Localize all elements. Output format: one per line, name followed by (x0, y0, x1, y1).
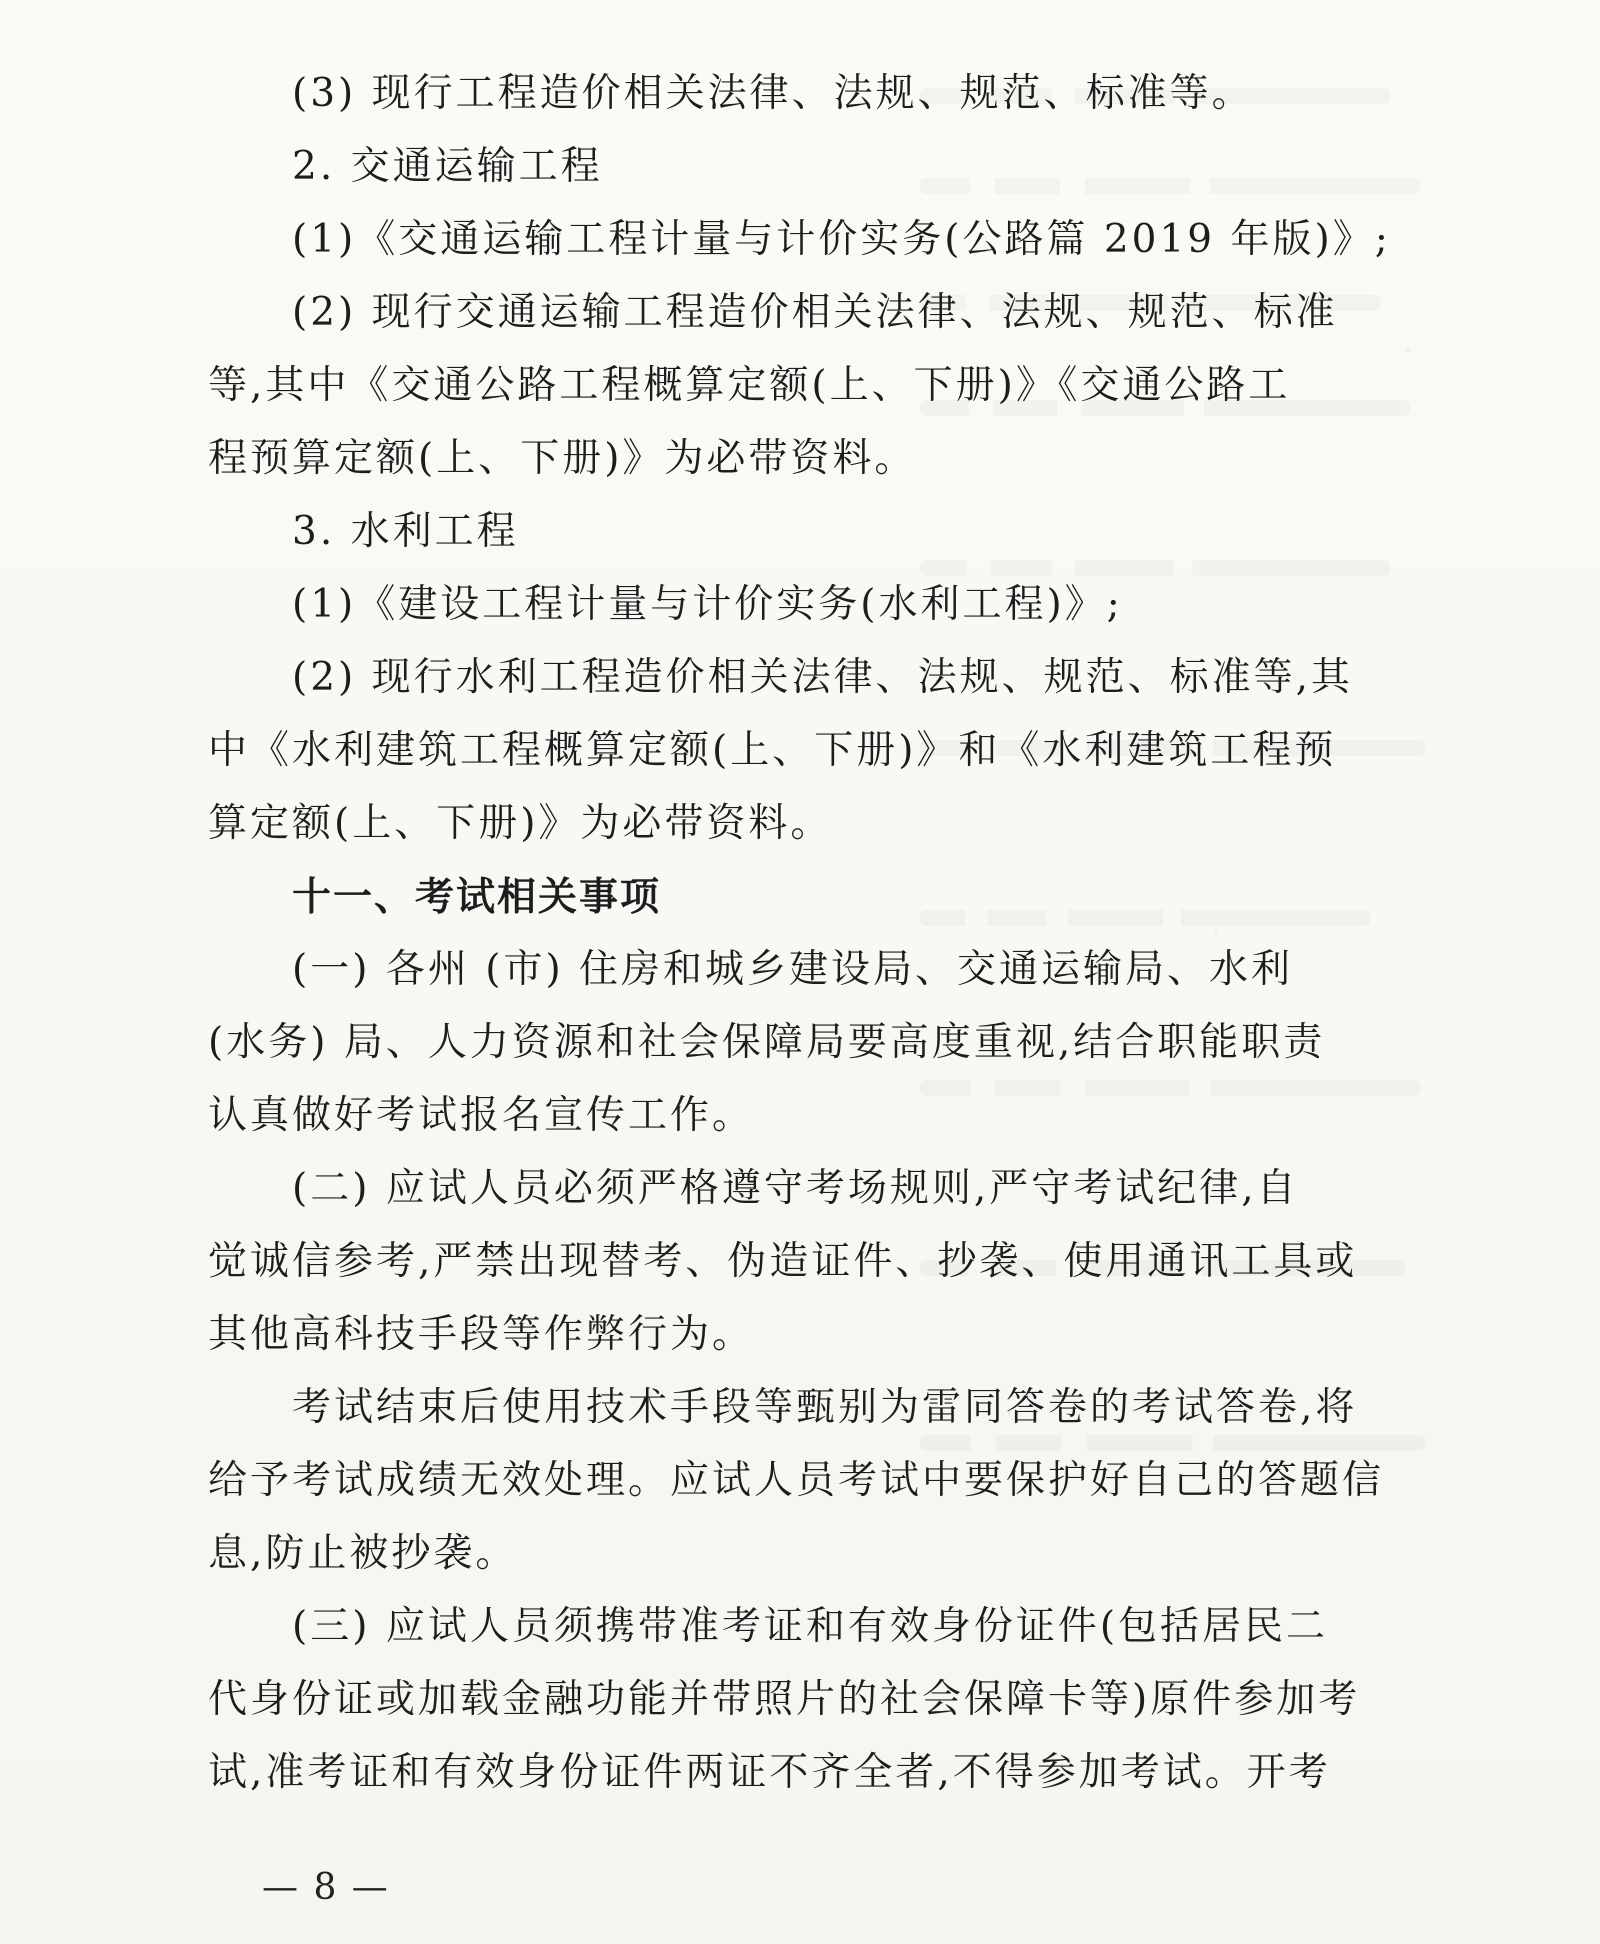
body-line-20: 给予考试成绩无效处理。应试人员考试中要保护好自己的答题信 (208, 1458, 1385, 1503)
body-line-22: (三) 应试人员须携带准考证和有效身份证件(包括居民二 (292, 1604, 1329, 1649)
body-line-9: (2) 现行水利工程造价相关法律、法规、规范、标准等,其 (292, 655, 1354, 700)
section-heading-transport: 2. 交通运输工程 (292, 144, 603, 189)
body-line-23: 代身份证或加载金融功能并带照片的社会保障卡等)原件参加考 (208, 1677, 1361, 1722)
body-line-13: (一) 各州 (市) 住房和城乡建设局、交通运输局、水利 (292, 947, 1294, 992)
body-line-8: (1)《建设工程计量与计价实务(水利工程)》; (292, 582, 1123, 627)
body-line-17: 觉诚信参考,严禁出现替考、伪造证件、抄袭、使用通讯工具或 (208, 1239, 1358, 1284)
body-line-14: (水务) 局、人力资源和社会保障局要高度重视,结合职能职责 (208, 1020, 1326, 1065)
page-number-footer: — 8 — (262, 1867, 390, 1908)
body-line-1: (3) 现行工程造价相关法律、法规、规范、标准等。 (292, 71, 1254, 116)
body-line-10: 中《水利建筑工程概算定额(上、下册)》和《水利建筑工程预 (208, 728, 1337, 773)
section-heading-eleven: 十一、考试相关事项 (292, 874, 662, 920)
body-line-19: 考试结束后使用技术手段等甄别为雷同答卷的考试答卷,将 (292, 1385, 1358, 1430)
body-line-3: (1)《交通运输工程计量与计价实务(公路篇 2019 年版)》; (292, 217, 1391, 262)
body-line-11: 算定额(上、下册)》为必带资料。 (208, 801, 833, 846)
body-line-18: 其他高科技手段等作弊行为。 (208, 1312, 755, 1357)
bleed-through-line (920, 560, 1390, 576)
body-line-5: 等,其中《交通公路工程概算定额(上、下册)》《交通公路工 (208, 363, 1291, 408)
section-heading-water: 3. 水利工程 (292, 509, 519, 554)
body-line-4: (2) 现行交通运输工程造价相关法律、法规、规范、标准 (292, 290, 1338, 335)
body-line-15: 认真做好考试报名宣传工作。 (208, 1093, 755, 1138)
body-line-24: 试,准考证和有效身份证件两证不齐全者,不得参加考试。开考 (208, 1750, 1331, 1795)
body-line-6: 程预算定额(上、下册)》为必带资料。 (208, 436, 917, 481)
body-line-21: 息,防止被抄袭。 (208, 1531, 518, 1576)
body-line-16: (二) 应试人员必须严格遵守考场规则,严守考试纪律,自 (292, 1166, 1299, 1211)
